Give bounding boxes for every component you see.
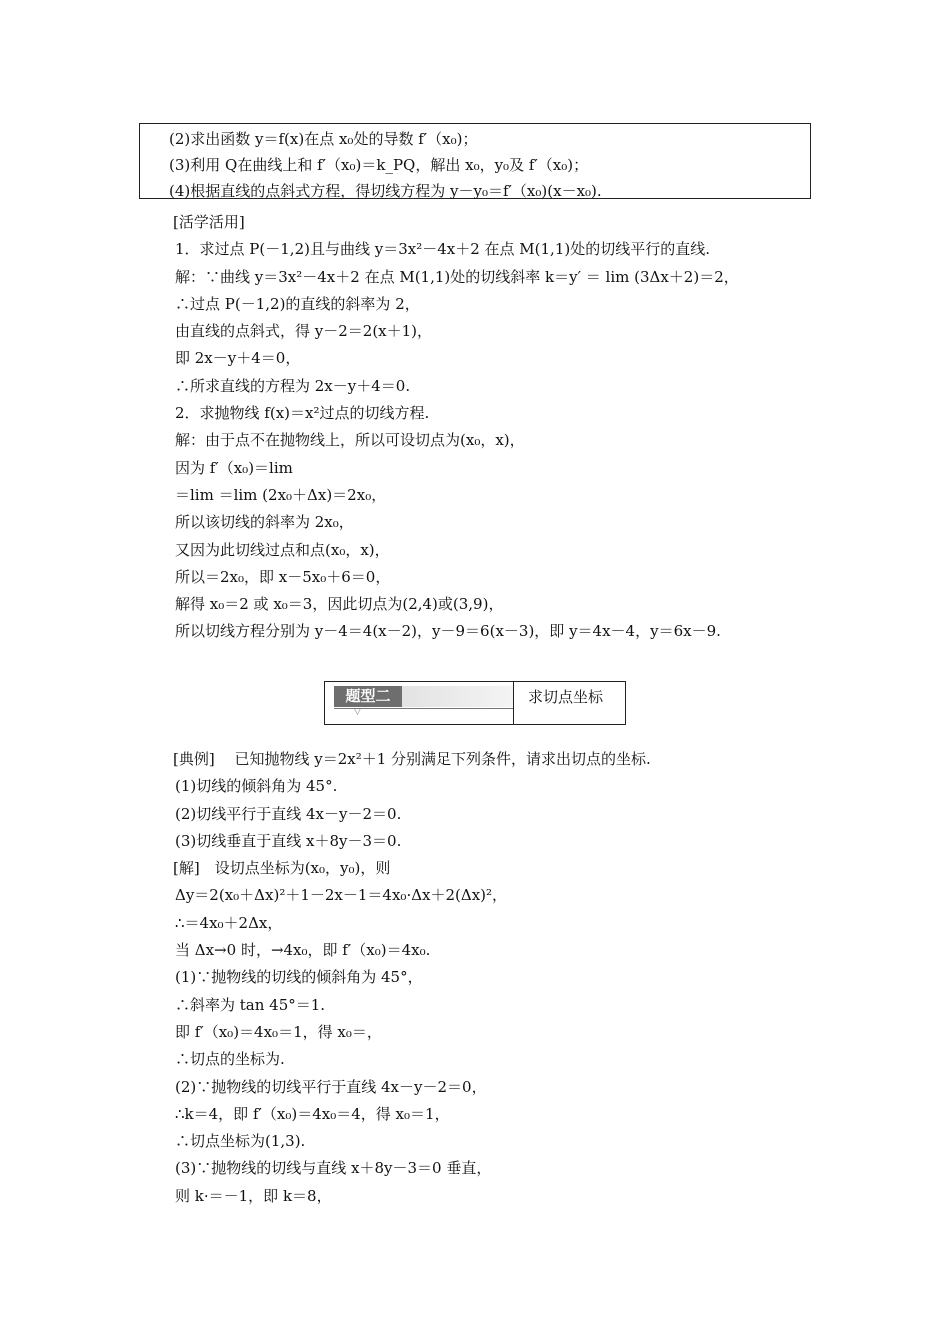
example-line: (3)切线垂直于直线 x＋8y－3＝0.: [175, 831, 402, 850]
example-line: (3)∵抛物线的切线与直线 x＋8y－3＝0 垂直，: [175, 1159, 492, 1178]
example-line: ∴k＝4，即 f′（x₀)＝4x₀＝4，得 x₀＝1，: [175, 1104, 450, 1123]
practice-line: 解：∵曲线 y＝3x²－4x＋2 在点 M(1,1)处的切线斜率 k＝y′ ＝ lim (3Δx＋2)＝2，: [175, 267, 739, 286]
practice-line: 解：由于点不在抛物线上，所以可设切点为(x₀，x)，: [175, 431, 525, 450]
practice-line: 2．求抛物线 f(x)＝x²过点的切线方程.: [175, 404, 430, 423]
practice-line: ∴所求直线的方程为 2x－y＋4＝0.: [175, 376, 411, 395]
example-line: 则 k·＝－1，即 k＝8，: [175, 1186, 332, 1205]
practice-section: [175, 209, 875, 646]
section-title-box: [324, 681, 626, 725]
practice-line: 所以＝2x₀，即 x－5x₀＋6＝0，: [175, 567, 391, 586]
practice-heading: [活学活用]: [173, 213, 245, 231]
example-line: 即 f′（x₀)＝4x₀＝1，得 x₀＝，: [175, 1022, 382, 1041]
example-line: ∴＝4x₀＋2Δx，: [175, 913, 283, 932]
step-line: (3)利用 Q在曲线上和 f′（x₀)＝k_PQ，解出 x₀，y₀及 f′（x₀)；: [169, 156, 589, 174]
practice-line: 因为 f′（x₀)＝lim: [175, 458, 293, 477]
example-line: [典例] 已知抛物线 y＝2x²＋1 分别满足下列条件，请求出切点的坐标.: [173, 750, 651, 768]
chevron-down-icon: ▽: [354, 707, 361, 717]
example-line: (1)切线的倾斜角为 45°.: [175, 777, 338, 796]
practice-line: 所以切线方程分别为 y－4＝4(x－2)，y－9＝6(x－3)，即 y＝4x－4，y＝6x－9.: [175, 622, 721, 641]
practice-line: 即 2x－y＋4＝0，: [175, 349, 301, 368]
steps-box: [139, 123, 811, 199]
section-tag-banner: [334, 686, 514, 717]
example-line: [解] 设切点坐标为(x₀，y₀)，则: [173, 859, 391, 878]
practice-line: ∴过点 P(－1,2)的直线的斜率为 2，: [175, 294, 420, 313]
practice-line: 又因为此切线过点和点(x₀，x)，: [175, 540, 390, 559]
example-line: ∴斜率为 tan 45°＝1.: [175, 995, 326, 1014]
example-line: ∴切点的坐标为.: [175, 1050, 285, 1069]
practice-line: 由直线的点斜式，得 y－2＝2(x＋1)，: [175, 322, 433, 341]
example-line: 当 Δx→0 时，→4x₀，即 f′（x₀)＝4x₀.: [175, 941, 431, 960]
step-line: (4)根据直线的点斜式方程，得切线方程为 y－y₀＝f′（x₀)(x－x₀).: [169, 182, 602, 200]
example-line: (2)切线平行于直线 4x－y－2＝0.: [175, 804, 402, 823]
practice-line: ＝lim ＝lim (2x₀＋Δx)＝2x₀，: [175, 485, 387, 504]
example-line: (2)∵抛物线的切线平行于直线 4x－y－2＝0，: [175, 1077, 487, 1096]
example-line: (1)∵抛物线的切线的倾斜角为 45°，: [175, 968, 423, 987]
practice-line: 所以该切线的斜率为 2x₀，: [175, 513, 354, 532]
example-line: Δy＝2(x₀＋Δx)²＋1－2x－1＝4x₀·Δx＋2(Δx)²，: [175, 886, 508, 905]
practice-line: 1．求过点 P(－1,2)且与曲线 y＝3x²－4x＋2 在点 M(1,1)处的切线平行的直线.: [175, 240, 710, 259]
tag-underline: [334, 708, 514, 709]
title-divider: [513, 682, 514, 724]
example-line: ∴切点坐标为(1,3).: [175, 1132, 306, 1151]
section-title: 求切点坐标: [528, 688, 604, 706]
step-line: (2)求出函数 y＝f(x)在点 x₀处的导数 f′（x₀)；: [169, 130, 478, 148]
section-tag: 题型二: [334, 686, 402, 707]
example-section: [175, 746, 875, 1210]
practice-line: 解得 x₀＝2 或 x₀＝3，因此切点为(2,4)或(3,9)，: [175, 595, 504, 614]
